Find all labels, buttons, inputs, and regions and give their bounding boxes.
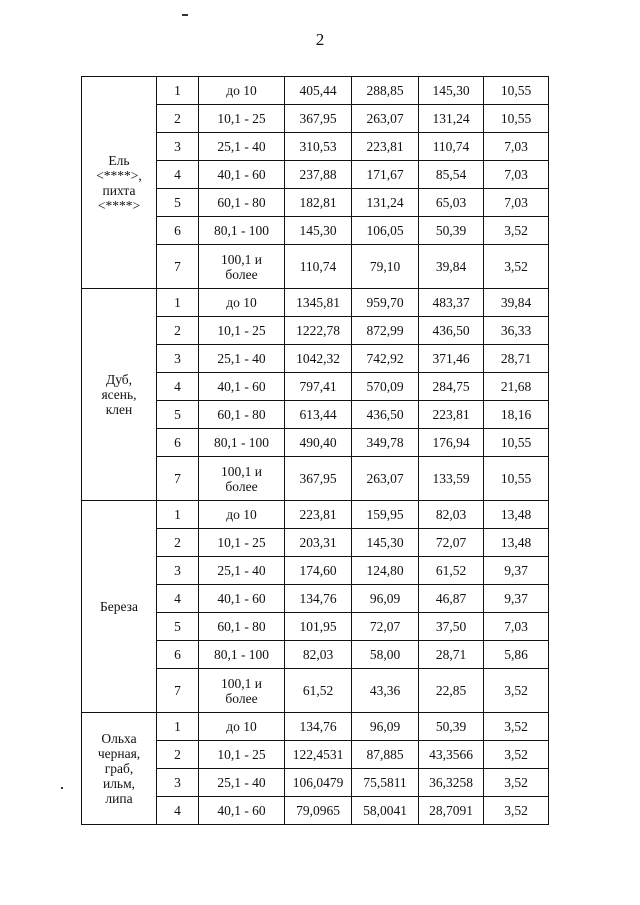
rate-1: 79,0965 [285,797,352,825]
rate-3: 43,3566 [419,741,484,769]
rate-4: 36,33 [484,317,549,345]
species-cell [82,289,157,501]
rate-2: 79,10 [352,245,419,289]
rate-1: 613,44 [285,401,352,429]
rate-2: 96,09 [352,585,419,613]
rate-4: 13,48 [484,501,549,529]
diameter-range: 40,1 - 60 [199,161,285,189]
diameter-range: 10,1 - 25 [199,105,285,133]
species-name-line: липа [105,791,133,806]
rate-3: 131,24 [419,105,484,133]
page-number: 2 [315,30,325,49]
diameter-range: 100,1 и более [199,245,285,289]
species-name-line: Ольха [101,731,137,746]
rate-1: 367,95 [285,105,352,133]
rate-4: 3,52 [484,713,549,741]
diameter-range: до 10 [199,289,285,317]
rate-3: 483,37 [419,289,484,317]
rate-3: 145,30 [419,77,484,105]
diameter-range: 80,1 - 100 [199,641,285,669]
diameter-range: 60,1 - 80 [199,613,285,641]
species-name-line: клен [105,402,133,417]
rate-1: 61,52 [285,669,352,713]
row-number: 3 [157,557,199,585]
row-number: 7 [157,457,199,501]
species-name-line: Ель [108,152,130,168]
rate-1: 145,30 [285,217,352,245]
row-number: 5 [157,401,199,429]
rate-2: 263,07 [352,105,419,133]
rate-3: 284,75 [419,373,484,401]
rate-3: 110,74 [419,133,484,161]
rate-2: 349,78 [352,429,419,457]
row-number: 1 [157,77,199,105]
rate-4: 3,52 [484,669,549,713]
rate-4: 7,03 [484,613,549,641]
diameter-range: 25,1 - 40 [199,557,285,585]
row-number: 2 [157,741,199,769]
rate-1: 82,03 [285,641,352,669]
rate-4: 10,55 [484,457,549,501]
rate-2: 75,5811 [352,769,419,797]
rate-3: 36,3258 [419,769,484,797]
rate-1: 223,81 [285,501,352,529]
rate-2: 96,09 [352,713,419,741]
row-number: 2 [157,317,199,345]
rate-2: 58,00 [352,641,419,669]
rate-2: 171,67 [352,161,419,189]
rate-4: 3,52 [484,245,549,289]
diameter-range: 40,1 - 60 [199,585,285,613]
scan-mark [182,14,188,16]
diameter-range: 80,1 - 100 [199,217,285,245]
diameter-range: до 10 [199,501,285,529]
rate-3: 39,84 [419,245,484,289]
diameter-range: 80,1 - 100 [199,429,285,457]
rate-1: 203,31 [285,529,352,557]
rate-4: 5,86 [484,641,549,669]
diameter-range: 60,1 - 80 [199,189,285,217]
rate-4: 10,55 [484,77,549,105]
diameter-range: 25,1 - 40 [199,133,285,161]
rate-2: 742,92 [352,345,419,373]
rate-2: 145,30 [352,529,419,557]
rate-1: 405,44 [285,77,352,105]
rate-1: 182,81 [285,189,352,217]
rate-2: 263,07 [352,457,419,501]
species-name-line: пихта [102,182,136,198]
rate-1: 237,88 [285,161,352,189]
rate-1: 1222,78 [285,317,352,345]
table-row [82,289,549,317]
rate-2: 436,50 [352,401,419,429]
rate-4: 10,55 [484,105,549,133]
table-row [82,77,549,105]
diameter-range: 25,1 - 40 [199,769,285,797]
rate-1: 310,53 [285,133,352,161]
rate-3: 82,03 [419,501,484,529]
diameter-range: 10,1 - 25 [199,741,285,769]
table-row [82,713,549,741]
rate-3: 371,46 [419,345,484,373]
row-number: 5 [157,613,199,641]
rate-4: 7,03 [484,133,549,161]
rate-3: 223,81 [419,401,484,429]
row-number: 4 [157,161,199,189]
rate-2: 959,70 [352,289,419,317]
species-cell [82,501,157,713]
rate-4: 21,68 [484,373,549,401]
rate-1: 797,41 [285,373,352,401]
rate-4: 9,37 [484,557,549,585]
rate-4: 3,52 [484,797,549,825]
rate-3: 28,7091 [419,797,484,825]
rate-3: 65,03 [419,189,484,217]
rate-1: 1042,32 [285,345,352,373]
rate-4: 7,03 [484,161,549,189]
rate-2: 159,95 [352,501,419,529]
rate-1: 134,76 [285,713,352,741]
rate-4: 18,16 [484,401,549,429]
row-number: 2 [157,529,199,557]
row-number: 1 [157,289,199,317]
rate-3: 61,52 [419,557,484,585]
rate-2: 872,99 [352,317,419,345]
row-number: 6 [157,429,199,457]
rate-3: 85,54 [419,161,484,189]
row-number: 7 [157,245,199,289]
rate-4: 3,52 [484,769,549,797]
row-number: 4 [157,585,199,613]
rate-1: 367,95 [285,457,352,501]
rate-4: 3,52 [484,741,549,769]
species-name-line: Береза [100,599,138,614]
rate-4: 3,52 [484,217,549,245]
species-cell [82,77,157,289]
rate-1: 490,40 [285,429,352,457]
species-name-line: ильм, [102,776,136,791]
rate-3: 46,87 [419,585,484,613]
rate-3: 37,50 [419,613,484,641]
rate-2: 87,885 [352,741,419,769]
row-number: 5 [157,189,199,217]
rate-3: 22,85 [419,669,484,713]
species-name-line: <****>, [96,167,142,183]
rate-3: 72,07 [419,529,484,557]
rate-1: 101,95 [285,613,352,641]
rate-2: 43,36 [352,669,419,713]
rate-2: 131,24 [352,189,419,217]
species-name-line: ясень, [101,387,137,402]
diameter-range: 100,1 и более [199,457,285,501]
species-name-line: граб, [104,761,134,776]
table-row [82,501,549,529]
row-number: 4 [157,373,199,401]
rate-1: 174,60 [285,557,352,585]
diameter-range: до 10 [199,713,285,741]
row-number: 1 [157,713,199,741]
row-number: 2 [157,105,199,133]
rate-4: 10,55 [484,429,549,457]
rate-3: 176,94 [419,429,484,457]
rate-1: 110,74 [285,245,352,289]
rate-3: 50,39 [419,713,484,741]
rate-4: 9,37 [484,585,549,613]
row-number: 3 [157,769,199,797]
rate-1: 122,4531 [285,741,352,769]
rate-2: 223,81 [352,133,419,161]
rates-table [81,76,549,825]
row-number: 6 [157,217,199,245]
rate-2: 570,09 [352,373,419,401]
rate-2: 288,85 [352,77,419,105]
species-name-line: <****> [97,197,141,213]
diameter-range: 10,1 - 25 [199,317,285,345]
rate-4: 7,03 [484,189,549,217]
rate-3: 50,39 [419,217,484,245]
rate-3: 28,71 [419,641,484,669]
diameter-range: 25,1 - 40 [199,345,285,373]
scan-speck [61,787,63,789]
diameter-range: 60,1 - 80 [199,401,285,429]
species-name-line: черная, [97,746,141,761]
diameter-range: до 10 [199,77,285,105]
rate-3: 133,59 [419,457,484,501]
rate-4: 28,71 [484,345,549,373]
diameter-range: 40,1 - 60 [199,373,285,401]
species-name-line: Дуб, [105,372,133,387]
rate-2: 72,07 [352,613,419,641]
rate-4: 39,84 [484,289,549,317]
rate-2: 58,0041 [352,797,419,825]
rate-2: 106,05 [352,217,419,245]
row-number: 1 [157,501,199,529]
rate-1: 134,76 [285,585,352,613]
diameter-range: 100,1 и более [199,669,285,713]
species-cell [82,713,157,825]
diameter-range: 10,1 - 25 [199,529,285,557]
diameter-range: 40,1 - 60 [199,797,285,825]
rate-3: 436,50 [419,317,484,345]
rate-2: 124,80 [352,557,419,585]
rate-1: 1345,81 [285,289,352,317]
rate-4: 13,48 [484,529,549,557]
row-number: 7 [157,669,199,713]
row-number: 3 [157,133,199,161]
rate-1: 106,0479 [285,769,352,797]
row-number: 4 [157,797,199,825]
row-number: 6 [157,641,199,669]
row-number: 3 [157,345,199,373]
